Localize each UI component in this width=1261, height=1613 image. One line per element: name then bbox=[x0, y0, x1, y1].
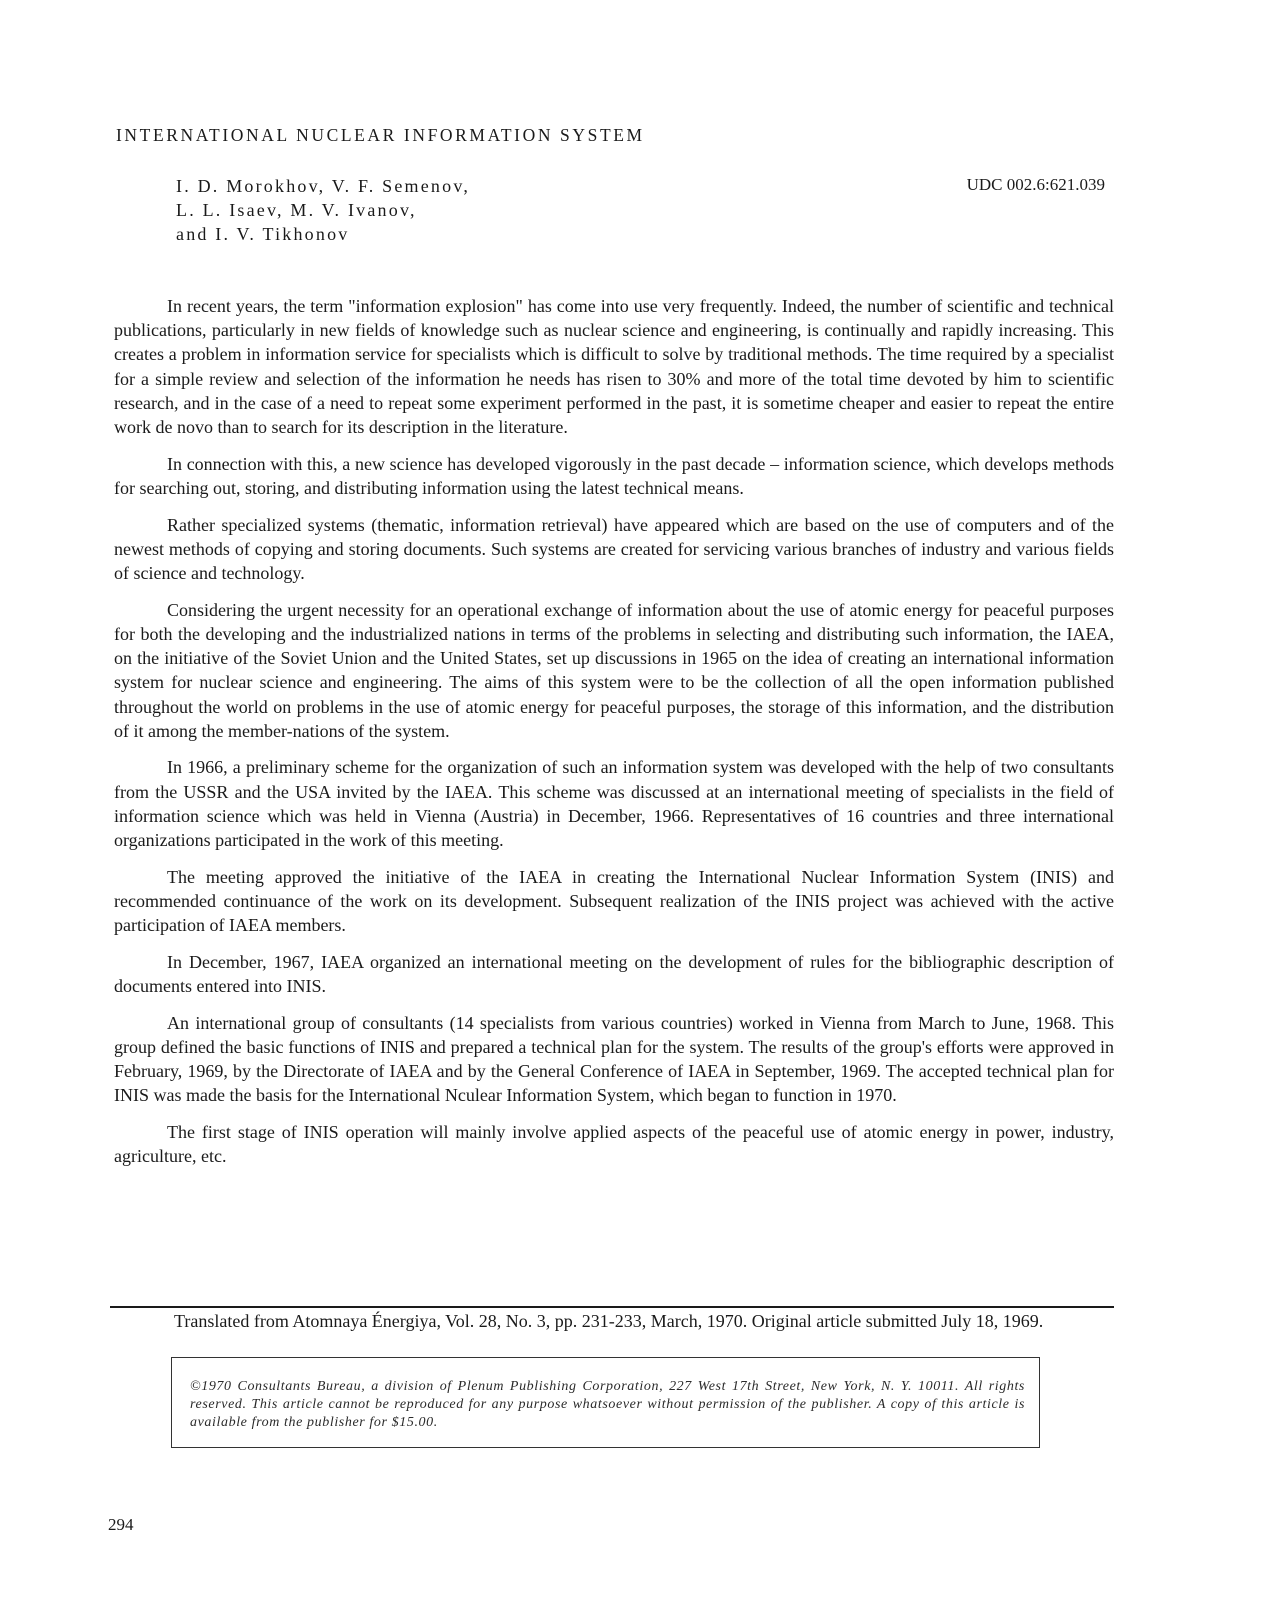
translation-note-text: Translated from Atomnaya Énergiya, Vol. 28, No. 3, pp. 231-233, March, 1970. Original article submitted July 18, 1969. bbox=[174, 1311, 1044, 1331]
paragraph-6: The meeting approved the initiative of the IAEA in creating the International Nuclear Information System (INIS) and recommended continuance of the work on its development. Subsequent realization of the INIS project was achieved with the active participation of IAEA members. bbox=[114, 866, 1114, 936]
paragraph-9: The first stage of INIS operation will mainly involve applied aspects of the peaceful use of atomic energy in power, industry, agriculture, etc. bbox=[114, 1122, 1114, 1167]
article-title: INTERNATIONAL NUCLEAR INFORMATION SYSTEM bbox=[116, 125, 645, 145]
footnote-divider bbox=[110, 1306, 1114, 1308]
paragraph-7: In December, 1967, IAEA organized an international meeting on the development of rules for the bibliographic description of documents entered into INIS. bbox=[114, 951, 1114, 997]
article-body bbox=[114, 294, 1114, 1181]
copyright-notice: ©1970 Consultants Bureau, a division of Plenum Publishing Corporation, 227 West 17th Street, New York, N. Y. 10011. All rights reserved. This article cannot be reproduced for any purpose whatsoever without permission of the publisher. A copy of this article is available from the publisher for $15.00. bbox=[171, 1357, 1040, 1448]
author-line-3: and I. V. Tikhonov bbox=[176, 224, 350, 244]
udc-code: UDC 002.6:621.039 bbox=[966, 175, 1105, 194]
translation-note bbox=[114, 1310, 1110, 1333]
paragraph-2: In connection with this, a new science has developed vigorously in the past decade – information science, which develops methods for searching out, storing, and distributing information using the latest technical means. bbox=[114, 453, 1114, 498]
paragraph-8: An international group of consultants (14 specialists from various countries) worked in Vienna from March to June, 1968. This group defined the basic functions of INIS and prepared a technical plan for the system. The results of the group's efforts were approved in February, 1969, by the Directorate of IAEA and by the General Conference of IAEA in September, 1969. The accepted technical plan for INIS was made the basis for the International Nculear Information System, which began to function in 1970. bbox=[114, 1012, 1114, 1106]
author-line-1: I. D. Morokhov, V. F. Semenov, bbox=[176, 176, 471, 196]
author-list bbox=[176, 174, 470, 246]
paragraph-4: Considering the urgent necessity for an operational exchange of information about the use of atomic energy for peaceful purposes for both the developing and the industrialized nations in terms of the problems in selecting and distributing such information, the IAEA, on the initiative of the Soviet Union and the United States, set up discussions in 1965 on the idea of creating an international information system for nuclear science and engineering. The aims of this system were to be the collection of all the open information published throughout the world on problems in the use of atomic energy for peaceful purposes, the storage of this information, and the distribution of it among the member-nations of the system. bbox=[114, 599, 1114, 741]
author-line-2: L. L. Isaev, M. V. Ivanov, bbox=[176, 200, 417, 220]
paragraph-5: In 1966, a preliminary scheme for the organization of such an information system was developed with the help of two consultants from the USSR and the USA invited by the IAEA. This scheme was discussed at an international meeting of specialists in the field of information science which was held in Vienna (Austria) in December, 1966. Representatives of 16 countries and three international organizations participated in the work of this meeting. bbox=[114, 757, 1114, 851]
paragraph-3: Rather specialized systems (thematic, information retrieval) have appeared which are based on the use of computers and of the newest methods of copying and storing documents. Such systems are created for servicing various branches of industry and various fields of science and technology. bbox=[114, 514, 1114, 584]
paragraph-1: In recent years, the term "information explosion" has come into use very frequently. Indeed, the number of scientific and technical publications, particularly in new fields of knowledge such as nuclear science and engineering, is continually and rapidly increasing. This creates a problem in information service for specialists which is difficult to solve by traditional methods. The time required by a specialist for a simple review and selection of the information he needs has risen to 30% and more of the total time devoted by him to scientific research, and in the case of a need to repeat some experiment performed in the past, it is sometime cheaper and easier to repeat the entire work de novo than to search for its description in the literature. bbox=[114, 296, 1114, 438]
page-number: 294 bbox=[108, 1515, 134, 1534]
